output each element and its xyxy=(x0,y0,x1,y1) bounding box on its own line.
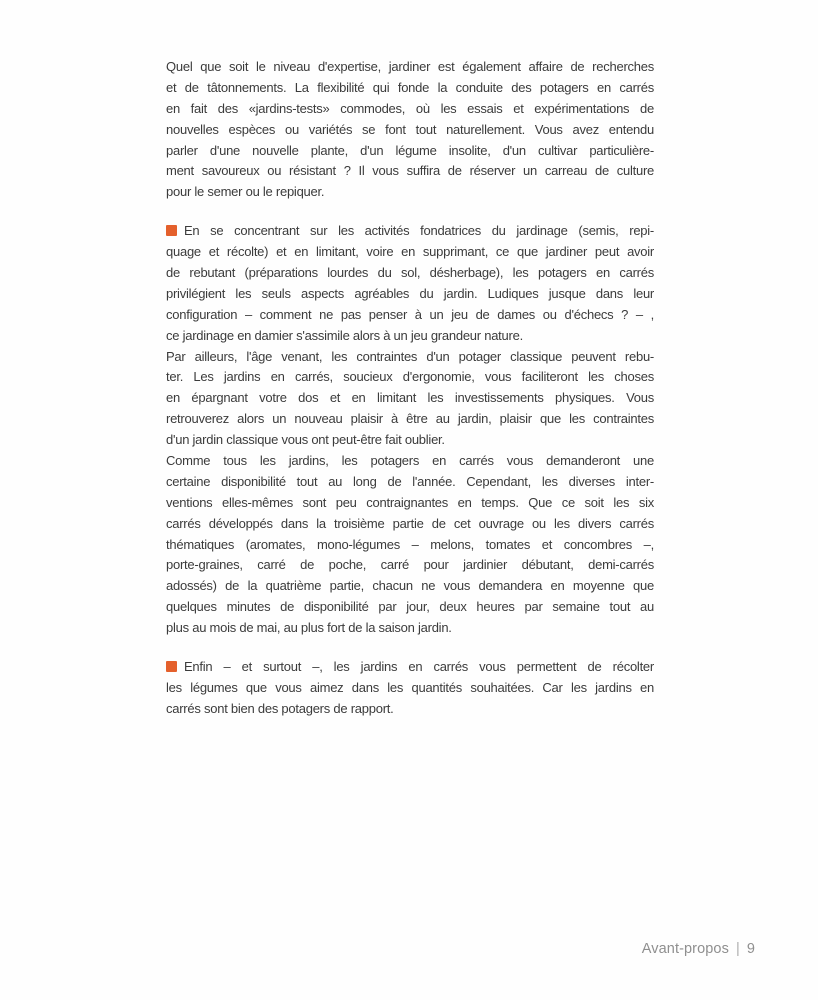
text-line: carrés sont bien des potagers de rapport. xyxy=(166,700,394,716)
text-line: Comme tous les jardins, les potagers en carrés vous demanderont une xyxy=(166,453,654,469)
text-line: ment savoureux ou résistant ? Il vous suffira de réserver un carreau de culture xyxy=(166,163,654,179)
bulleted-paragraph xyxy=(166,657,654,720)
text-line: et de tâtonnements. La flexibilité qui fonde la conduite des potagers en carrés xyxy=(166,79,654,95)
bullet-square-icon xyxy=(166,225,177,236)
text-line: les légumes que vous aimez dans les quantités souhaitées. Car les jardins en xyxy=(166,679,654,695)
page-number: 9 xyxy=(746,941,755,957)
text-line: privilégient les seuls aspects agréables du jardin. Ludiques jusque dans leur xyxy=(166,285,654,301)
bullet-square-icon xyxy=(166,661,177,672)
text-line: thématiques (aromates, mono-légumes – melons, tomates et concombres –, xyxy=(166,536,654,552)
text-line: ventions elles-mêmes sont peu contraignantes en temps. Que ce soit les six xyxy=(166,494,654,510)
text-line: en fait des «jardins-tests» commodes, où les essais et expérimentations de xyxy=(166,100,654,116)
text-line: adossés) de la quatrième partie, chacun ne vous demandera en moyenne que xyxy=(166,578,654,594)
text-line: ce jardinage en damier s'assimile alors à un jeu grandeur nature. xyxy=(166,327,523,343)
text-line: configuration – comment ne pas penser à un jeu de dames ou d'échecs ? – , xyxy=(166,306,654,322)
text-line: carrés développés dans la troisième partie de cet ouvrage ou les divers carrés xyxy=(166,515,654,531)
text-line: Par ailleurs, l'âge venant, les contraintes d'un potager classique peuvent rebu- xyxy=(166,348,654,364)
text-line: parler d'une nouvelle plante, d'un légume insolite, d'un cultivar particulière- xyxy=(166,142,654,158)
text-line: certaine disponibilité tout au long de l'année. Cependant, les diverses inter- xyxy=(166,473,654,489)
text-line: porte-graines, carré de poche, carré pour jardinier débutant, demi-carrés xyxy=(166,557,654,573)
paragraph xyxy=(166,347,654,451)
text-line: en épargnant votre dos et en limitant les investissements physiques. Vous xyxy=(166,390,654,406)
text-line: Quel que soit le niveau d'expertise, jardiner est également affaire de recherches xyxy=(166,59,654,74)
paragraph xyxy=(166,451,654,639)
text-line: d'un jardin classique vous ont peut-être fait oublier. xyxy=(166,432,445,448)
text-line: Enfin – et surtout –, les jardins en carrés vous permettent de récolter xyxy=(166,657,654,678)
text-line: ter. Les jardins en carrés, soucieux d'ergonomie, vous faciliteront les choses xyxy=(166,369,654,385)
text-line: quelques minutes de disponibilité par jour, deux heures par semaine tout au xyxy=(166,599,654,615)
paragraph xyxy=(166,57,654,203)
bulleted-paragraph xyxy=(166,221,654,346)
body-text xyxy=(166,57,654,720)
text-line: En se concentrant sur les activités fondatrices du jardinage (semis, repi- xyxy=(166,221,654,242)
text-line: plus au mois de mai, au plus fort de la saison jardin. xyxy=(166,620,452,636)
text-line: nouvelles espèces ou variétés se font tout naturellement. Vous avez entendu xyxy=(166,121,654,137)
text-line: quage et récolte) et en limitant, voire en supprimant, ce que jardiner peut avoir xyxy=(166,244,654,260)
footer-section-label: Avant-propos xyxy=(641,941,729,957)
text-line: pour le semer ou le repiquer. xyxy=(166,184,325,200)
page-footer xyxy=(642,941,755,957)
text-line: retrouverez alors un nouveau plaisir à être au jardin, plaisir que les contraintes xyxy=(166,411,654,427)
text-line: de rebutant (préparations lourdes du sol, désherbage), les potagers en carrés xyxy=(166,265,654,281)
footer-separator: | xyxy=(735,941,740,957)
